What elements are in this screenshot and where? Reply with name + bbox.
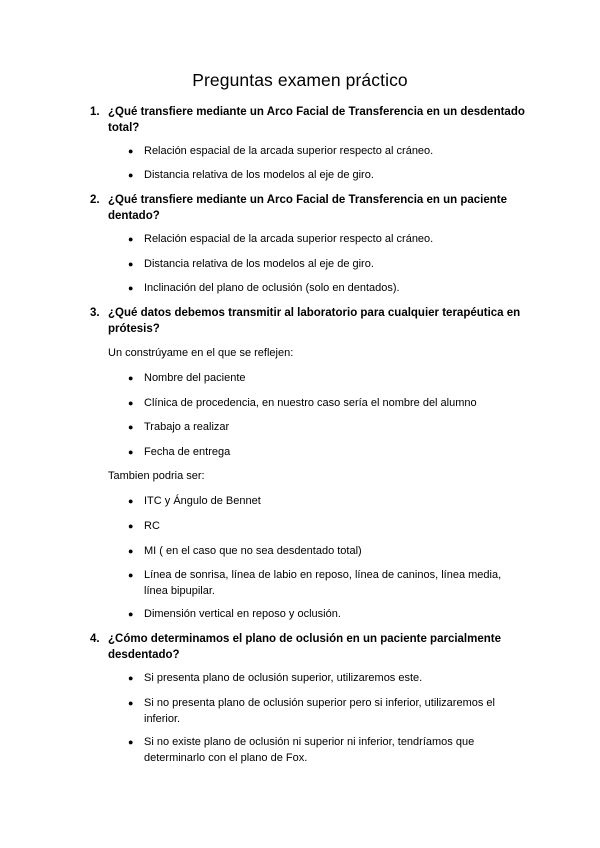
- list-item: ● Clínica de procedencia, en nuestro caso sería el nombre del alumno: [128, 397, 477, 409]
- question-intro: Un constrúyame en el que se reflejen:: [108, 347, 294, 359]
- list-item: ● ITC y Ángulo de Bennet: [128, 495, 261, 507]
- bullet-icon: ●: [128, 521, 134, 531]
- list-item: ● Relación espacial de la arcada superior respecto al cráneo.: [128, 233, 434, 245]
- bullet-icon: ●: [128, 170, 134, 180]
- list-item: ● Si no existe plano de oclusión ni superior ni inferior, tendríamos que determinarlo con el plano de Fox.: [128, 736, 475, 764]
- list-item: ● RC: [128, 520, 160, 532]
- question-text: ¿Qué datos debemos transmitir al laboratorio para cualquier terapéutica en prótesis?: [108, 307, 521, 335]
- list-item: ● Nombre del paciente: [128, 372, 246, 384]
- bullet-icon: ●: [128, 373, 134, 383]
- question-text: ¿Qué transfiere mediante un Arco Facial de Transferencia en un paciente dentado?: [108, 194, 508, 222]
- question-1: [90, 104, 530, 136]
- page-title: Preguntas examen práctico: [192, 70, 408, 90]
- bullet-icon: ●: [128, 737, 134, 747]
- list-item: ● Distancia relativa de los modelos al eje de giro.: [128, 258, 374, 270]
- bullet-icon: ●: [128, 570, 134, 580]
- question-number: 3.: [90, 307, 100, 319]
- question-text: ¿Qué transfiere mediante un Arco Facial de Transferencia en un desdentado total?: [108, 106, 525, 134]
- bullet-icon: ●: [128, 673, 134, 683]
- bullet-icon: ●: [128, 698, 134, 708]
- question-2: [90, 192, 530, 224]
- bullet-icon: ●: [128, 422, 134, 432]
- bullet-icon: ●: [128, 283, 134, 293]
- bullet-icon: ●: [128, 546, 134, 556]
- bullet-icon: ●: [128, 447, 134, 457]
- question-intro-2: Tambien podria ser:: [108, 470, 205, 482]
- question-3: [90, 305, 530, 337]
- list-item: ● Trabajo a realizar: [128, 421, 230, 433]
- list-item: ● Fecha de entrega: [128, 446, 231, 458]
- list-item: ● Relación espacial de la arcada superior respecto al cráneo.: [128, 145, 434, 157]
- question-4: [90, 631, 530, 663]
- list-item: ● Dimensión vertical en reposo y oclusión.: [128, 608, 341, 620]
- list-item: ● Distancia relativa de los modelos al eje de giro.: [128, 169, 374, 181]
- list-item: ● Si presenta plano de oclusión superior, utilizaremos este.: [128, 672, 423, 684]
- bullet-icon: ●: [128, 259, 134, 269]
- list-item: ● Si no presenta plano de oclusión superior pero si inferior, utilizaremos el inferior.: [128, 697, 495, 725]
- list-item: ● Inclinación del plano de oclusión (solo en dentados).: [128, 282, 400, 294]
- question-text: ¿Cómo determinamos el plano de oclusión en un paciente parcialmente desdentado?: [108, 633, 501, 661]
- question-number: 1.: [90, 106, 100, 118]
- list-item: ● Línea de sonrisa, línea de labio en reposo, línea de caninos, línea media, línea bipupilar.: [128, 569, 502, 597]
- question-number: 4.: [90, 633, 100, 645]
- bullet-icon: ●: [128, 234, 134, 244]
- list-item: ● MI ( en el caso que no sea desdentado total): [128, 545, 362, 557]
- bullet-icon: ●: [128, 146, 134, 156]
- bullet-icon: ●: [128, 398, 134, 408]
- bullet-icon: ●: [128, 496, 134, 506]
- bullet-icon: ●: [128, 609, 134, 619]
- question-number: 2.: [90, 194, 100, 206]
